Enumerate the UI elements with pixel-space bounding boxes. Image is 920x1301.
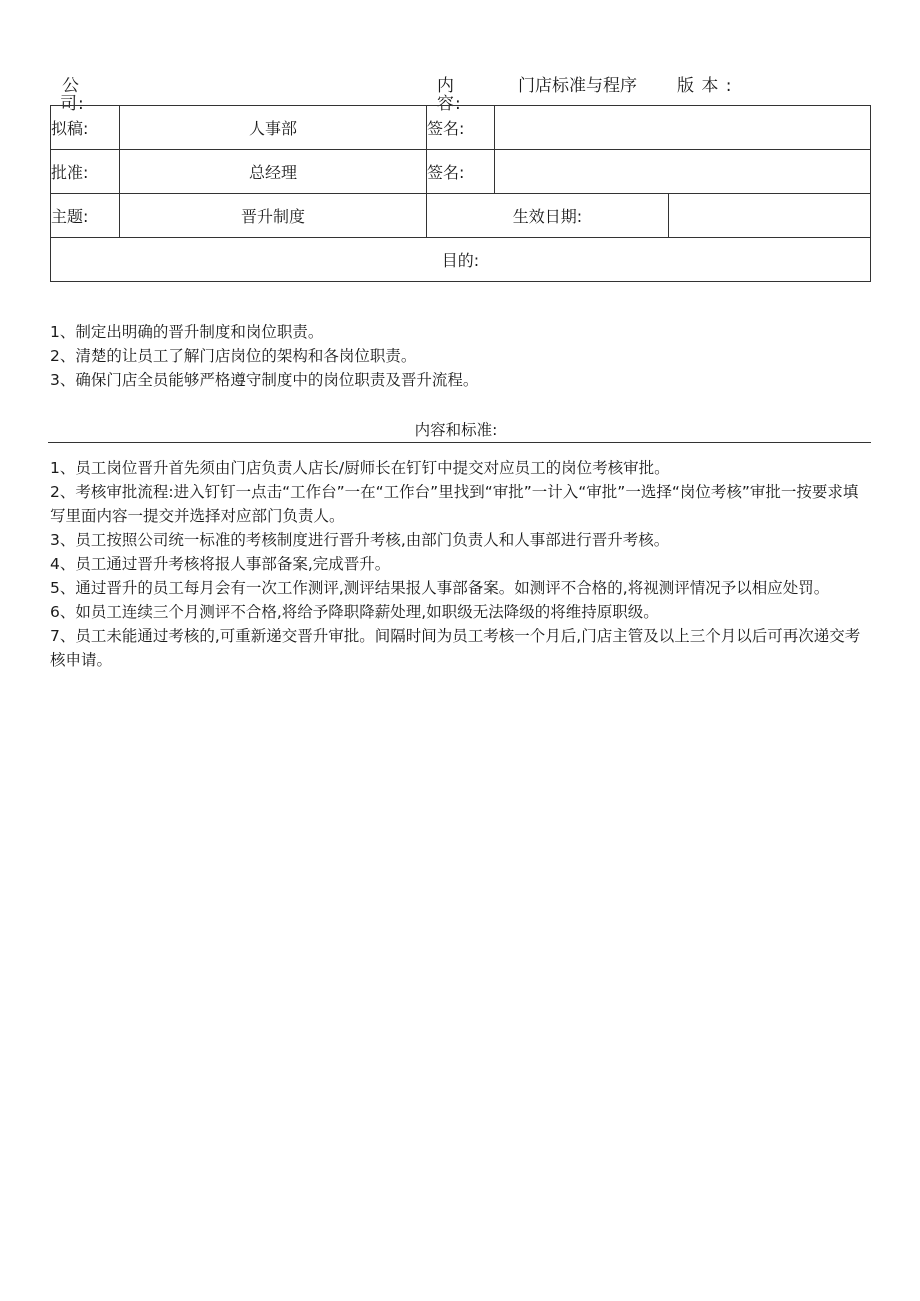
list-item: 3、确保门店全员能够严格遵守制度中的岗位职责及晋升流程。 — [50, 371, 479, 389]
approval-table — [50, 105, 871, 282]
purpose-list — [50, 320, 862, 392]
purpose-row — [51, 238, 871, 282]
draft-row — [51, 106, 871, 150]
subject-value: 晋升制度 — [120, 194, 427, 238]
subject-row — [51, 194, 871, 238]
approve-value: 总经理 — [120, 150, 427, 194]
approve-row — [51, 150, 871, 194]
list-item: 4、员工通过晋升考核将报人事部备案,完成晋升。 — [50, 555, 391, 573]
draft-sign-field[interactable] — [495, 106, 871, 150]
list-item: 6、如员工连续三个月测评不合格,将给予降职降薪处理,如职级无法降级的将维持原职级。 — [50, 603, 659, 621]
list-item: 7、员工未能通过考核的,可重新递交晋升审批。间隔时间为员工考核一个月后,门店主管及以上三个月以后可再次递交考核申请。 — [50, 627, 861, 669]
company-label: 公 司: — [60, 76, 85, 114]
divider — [48, 442, 871, 443]
version-label: 版 本 : — [677, 76, 733, 96]
list-item: 2、考核审批流程:进入钉钉一点击“工作台”一在“工作台”里找到“审批”一计入“审批”一选择“岗位考核”审批一按要求填写里面内容一提交并选择对应部门负责人。 — [50, 483, 859, 525]
draft-sign-label: 签名: — [427, 106, 495, 150]
subject-label: 主题: — [51, 194, 120, 238]
content-list — [50, 456, 862, 672]
content-value: 门店标准与程序 — [518, 76, 637, 96]
content-title: 内容和标准: — [414, 421, 498, 439]
draft-value: 人事部 — [120, 106, 427, 150]
list-item: 2、清楚的让员工了解门店岗位的架构和各岗位职责。 — [50, 347, 417, 365]
draft-label: 拟稿: — [51, 106, 120, 150]
effective-date-field[interactable] — [669, 194, 871, 238]
list-item: 1、员工岗位晋升首先须由门店负责人店长/厨师长在钉钉中提交对应员工的岗位考核审批。 — [50, 459, 670, 477]
list-item: 1、制定出明确的晋升制度和岗位职责。 — [50, 323, 324, 341]
approve-sign-field[interactable] — [495, 150, 871, 194]
approve-label: 批准: — [51, 150, 120, 194]
approve-sign-label: 签名: — [427, 150, 495, 194]
effective-date-label: 生效日期: — [427, 194, 669, 238]
list-item: 3、员工按照公司统一标准的考核制度进行晋升考核,由部门负责人和人事部进行晋升考核。 — [50, 531, 670, 549]
purpose-label: 目的: — [51, 238, 871, 282]
content-label: 内 容: — [437, 76, 462, 114]
list-item: 5、通过晋升的员工每月会有一次工作测评,测评结果报人事部备案。如测评不合格的,将视测评情况予以相应处罚。 — [50, 579, 830, 597]
